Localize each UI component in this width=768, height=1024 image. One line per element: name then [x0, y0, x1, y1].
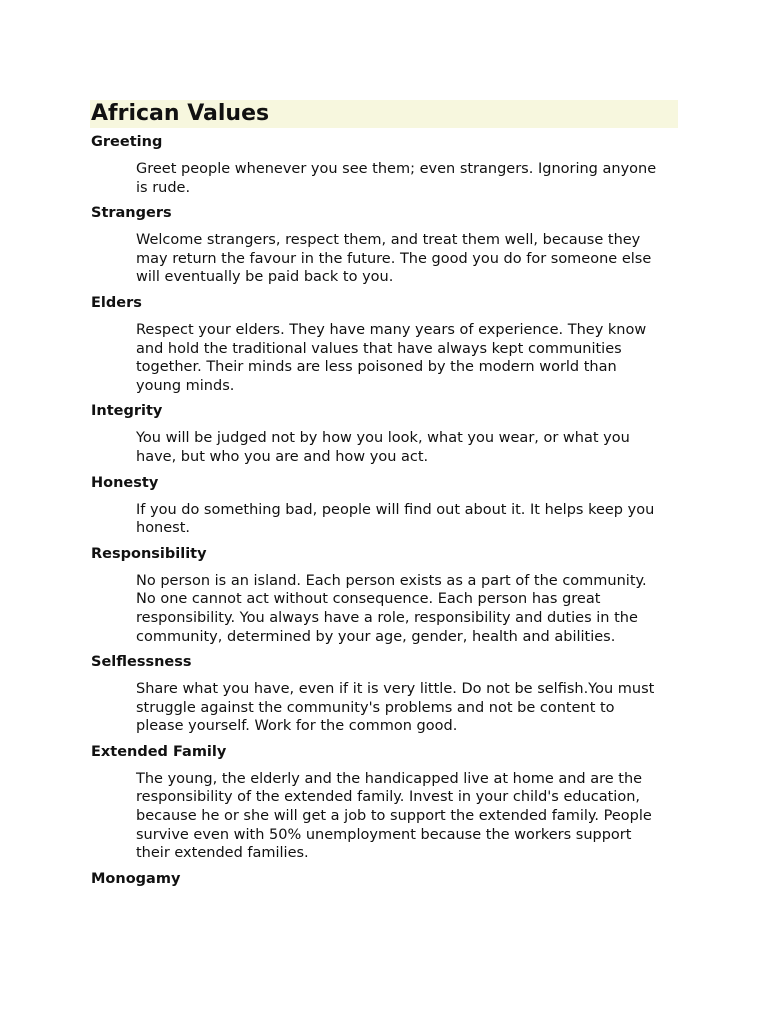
section-body — [136, 572, 678, 646]
section-body-line: and hold the traditional values that have always kept communities — [136, 340, 622, 357]
section-body-line: together. Their minds are less poisoned by the modern world than — [136, 359, 617, 376]
section-body — [136, 680, 678, 736]
section-heading: Elders — [91, 294, 142, 311]
section-body-line: will eventually be paid back to you. — [136, 269, 394, 286]
section-body-line: because he or she will get a job to support the extended family. People — [136, 808, 652, 825]
section-body — [136, 231, 678, 287]
section-body-line: please yourself. Work for the common good. — [136, 718, 458, 735]
section-heading: Selflessness — [91, 654, 192, 671]
section-body-line: young minds. — [136, 377, 235, 394]
document-title: African Values — [90, 100, 678, 128]
section-body-line: No person is an island. Each person exists as a part of the community. — [136, 572, 647, 589]
section-body — [136, 321, 678, 395]
section-heading: Greeting — [91, 134, 163, 150]
section-heading: Honesty — [91, 474, 159, 491]
section-body-line: If you do something bad, people will find out about it. It helps keep you — [136, 501, 655, 518]
section-body-line: honest. — [136, 520, 191, 537]
section-heading: Responsibility — [91, 545, 207, 562]
section-body-line: their extended families. — [136, 845, 309, 862]
section-body-line: Welcome strangers, respect them, and treat them well, because they — [136, 232, 641, 249]
section-body-line: is rude. — [136, 179, 191, 196]
section-body-line: Greet people whenever you see them; even strangers. Ignoring anyone — [136, 161, 657, 177]
section-body-line: community, determined by your age, gender, health and abilities. — [136, 628, 616, 645]
document-page — [90, 100, 678, 897]
section-body-line: have, but who you are and how you act. — [136, 448, 429, 465]
section-body-line: Share what you have, even if it is very little. Do not be selfish.You must — [136, 681, 655, 698]
section-body-line: struggle against the community's problems and not be content to — [136, 699, 615, 716]
section-body — [136, 429, 678, 466]
section-body — [136, 770, 678, 863]
section-heading: Extended Family — [91, 743, 227, 760]
section-body-line: You will be judged not by how you look, what you wear, or what you — [136, 430, 630, 447]
section-heading: Strangers — [91, 205, 172, 222]
sections-container — [90, 133, 678, 888]
section-body — [136, 501, 678, 538]
section-body-line: Respect your elders. They have many years of experience. They know — [136, 321, 647, 338]
section-heading: Monogamy — [91, 870, 181, 887]
section-body-line: responsibility of the extended family. Invest in your child's education, — [136, 789, 640, 806]
section-body-line: No one cannot act without consequence. Each person has great — [136, 591, 601, 608]
section-body-line: The young, the elderly and the handicapped live at home and are the — [136, 770, 643, 787]
section-heading: Integrity — [91, 403, 163, 420]
section-body-line: responsibility. You always have a role, responsibility and duties in the — [136, 609, 638, 626]
section-body — [136, 160, 678, 197]
section-body-line: may return the favour in the future. The good you do for someone else — [136, 250, 652, 267]
section-body-line: survive even with 50% unemployment because the workers support — [136, 826, 632, 843]
